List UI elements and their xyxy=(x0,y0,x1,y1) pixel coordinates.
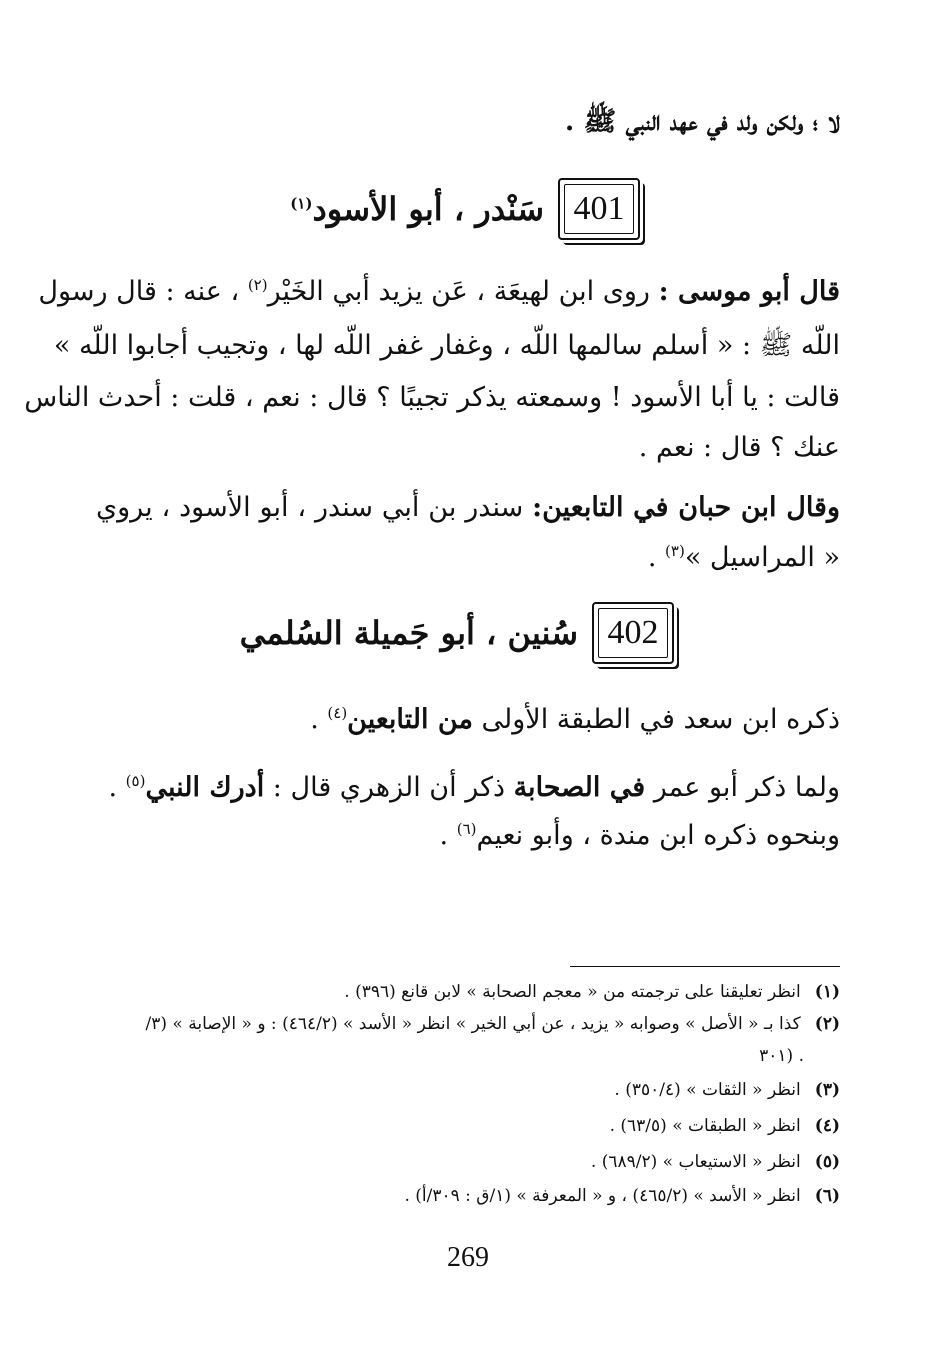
text-span: ، عنه : قال رسول xyxy=(38,276,240,307)
text-span: « المراسيل » xyxy=(684,542,840,573)
paragraph-line: قالت : يا أبا الأسود ! وسمعته يذكر تجيبًا ؟ قال : نعم ، قلت : أحدث الناس xyxy=(24,382,840,413)
footnote-separator xyxy=(570,966,840,967)
footnote-ref: (٢) xyxy=(247,276,268,294)
paragraph-line: عنك ؟ قال : نعم . xyxy=(638,432,840,463)
paragraph-line: اللّه ﷺ : « أسلم سالمها اللّه ، وغفار غفر اللّه لها ، وتجيب أجابوا اللّه » xyxy=(53,330,840,361)
footnote-item xyxy=(96,978,840,1006)
footnote-item xyxy=(96,1010,840,1038)
entry-number-box xyxy=(558,178,640,240)
footnote-number: (٣) xyxy=(814,1080,840,1100)
footnote-text: انظر « الثقات » (٣٥٠/٤) . xyxy=(614,1080,801,1100)
footnote-item-continued xyxy=(60,1042,804,1070)
footnote-ref: (١) xyxy=(290,194,313,213)
speaker-lead: قال أبو موسى : xyxy=(658,276,840,307)
footnote-item xyxy=(96,1112,840,1140)
footnote-number: (١) xyxy=(814,982,840,1002)
footnote-text: انظر « الطبقات » (٦٣/٥) . xyxy=(609,1116,801,1136)
paragraph-line xyxy=(96,488,840,528)
entry-title xyxy=(290,190,544,228)
footnote-number: (٥) xyxy=(814,1152,840,1172)
text-span: . xyxy=(310,704,319,735)
entry-number: 401 xyxy=(573,190,625,227)
text-span: روى ابن لهيعَة ، عَن يزيد أبي الخَيْر xyxy=(267,276,650,307)
speaker-lead: وقال ابن حبان في التابعين: xyxy=(532,492,840,523)
opening-line: لا ؛ ولكن ولد في عهد النبي ﷺ . xyxy=(564,106,840,137)
emphasis-span: أدرك النبي xyxy=(145,772,265,803)
emphasis-span: من التابعين xyxy=(347,704,473,735)
footnote-ref: (٣) xyxy=(665,542,685,560)
footnote-number: (٤) xyxy=(814,1116,840,1136)
text-span: وبنحوه ذكره ابن مندة ، وأبو نعيم xyxy=(476,820,840,851)
footnote-item xyxy=(96,1182,840,1210)
text-span: . xyxy=(439,820,449,851)
entry-heading-402 xyxy=(240,602,674,664)
footnote-text: انظر « الأسد » (٤٦٥/٢) ، و « المعرفة » (١/ق : ٣٠٩/أ) . xyxy=(404,1186,801,1206)
footnote-ref: (٦) xyxy=(456,820,477,838)
paragraph-line xyxy=(96,768,840,808)
entry-heading-401 xyxy=(290,178,640,240)
paragraph-line xyxy=(96,700,840,740)
footnote-ref: (٤) xyxy=(327,704,348,722)
entry-number: 402 xyxy=(607,614,659,651)
text-span: ذكره ابن سعد في الطبقة الأولى xyxy=(481,704,840,735)
footnote-ref: (٥) xyxy=(125,772,146,790)
footnote-number: (٢) xyxy=(814,1014,840,1034)
entry-number-box xyxy=(592,602,674,664)
footnote-item xyxy=(96,1148,840,1176)
text-span: ذكر أن الزهري قال : xyxy=(272,772,505,803)
text-span: ولما ذكر أبو عمر xyxy=(653,772,840,803)
paragraph-line xyxy=(96,816,840,856)
footnote-item xyxy=(96,1076,840,1104)
footnote-text: كذا بـ « الأصل » وصوابه « يزيد ، عن أبي الخير » انظر « الأسد » (٤٦٤/٢) : و « الإصابة » (٣/ xyxy=(145,1014,801,1034)
text-span: سندر بن أبي سندر ، أبو الأسود ، يروي xyxy=(96,492,524,523)
emphasis-span: في الصحابة xyxy=(513,772,646,803)
text-span: . xyxy=(647,542,657,573)
entry-title-text: سَنْدر ، أبو الأسود xyxy=(312,190,544,228)
entry-title-text: سُنين ، أبو جَميلة السُلمي xyxy=(239,614,578,652)
paragraph-line xyxy=(96,538,840,578)
footnote-text: انظر « الاستيعاب » (٦٨٩/٢) . xyxy=(590,1152,801,1172)
page-number: 269 xyxy=(447,1242,489,1273)
footnote-number: (٦) xyxy=(814,1186,840,1206)
text-span: . xyxy=(108,772,118,803)
footnote-text: انظر تعليقنا على ترجمته من « معجم الصحابة » لابن قانع (٣٩٦) . xyxy=(344,982,801,1002)
paragraph-line xyxy=(38,272,840,312)
footnote-text: ٣٠١) . xyxy=(759,1046,804,1066)
entry-title xyxy=(240,614,578,652)
